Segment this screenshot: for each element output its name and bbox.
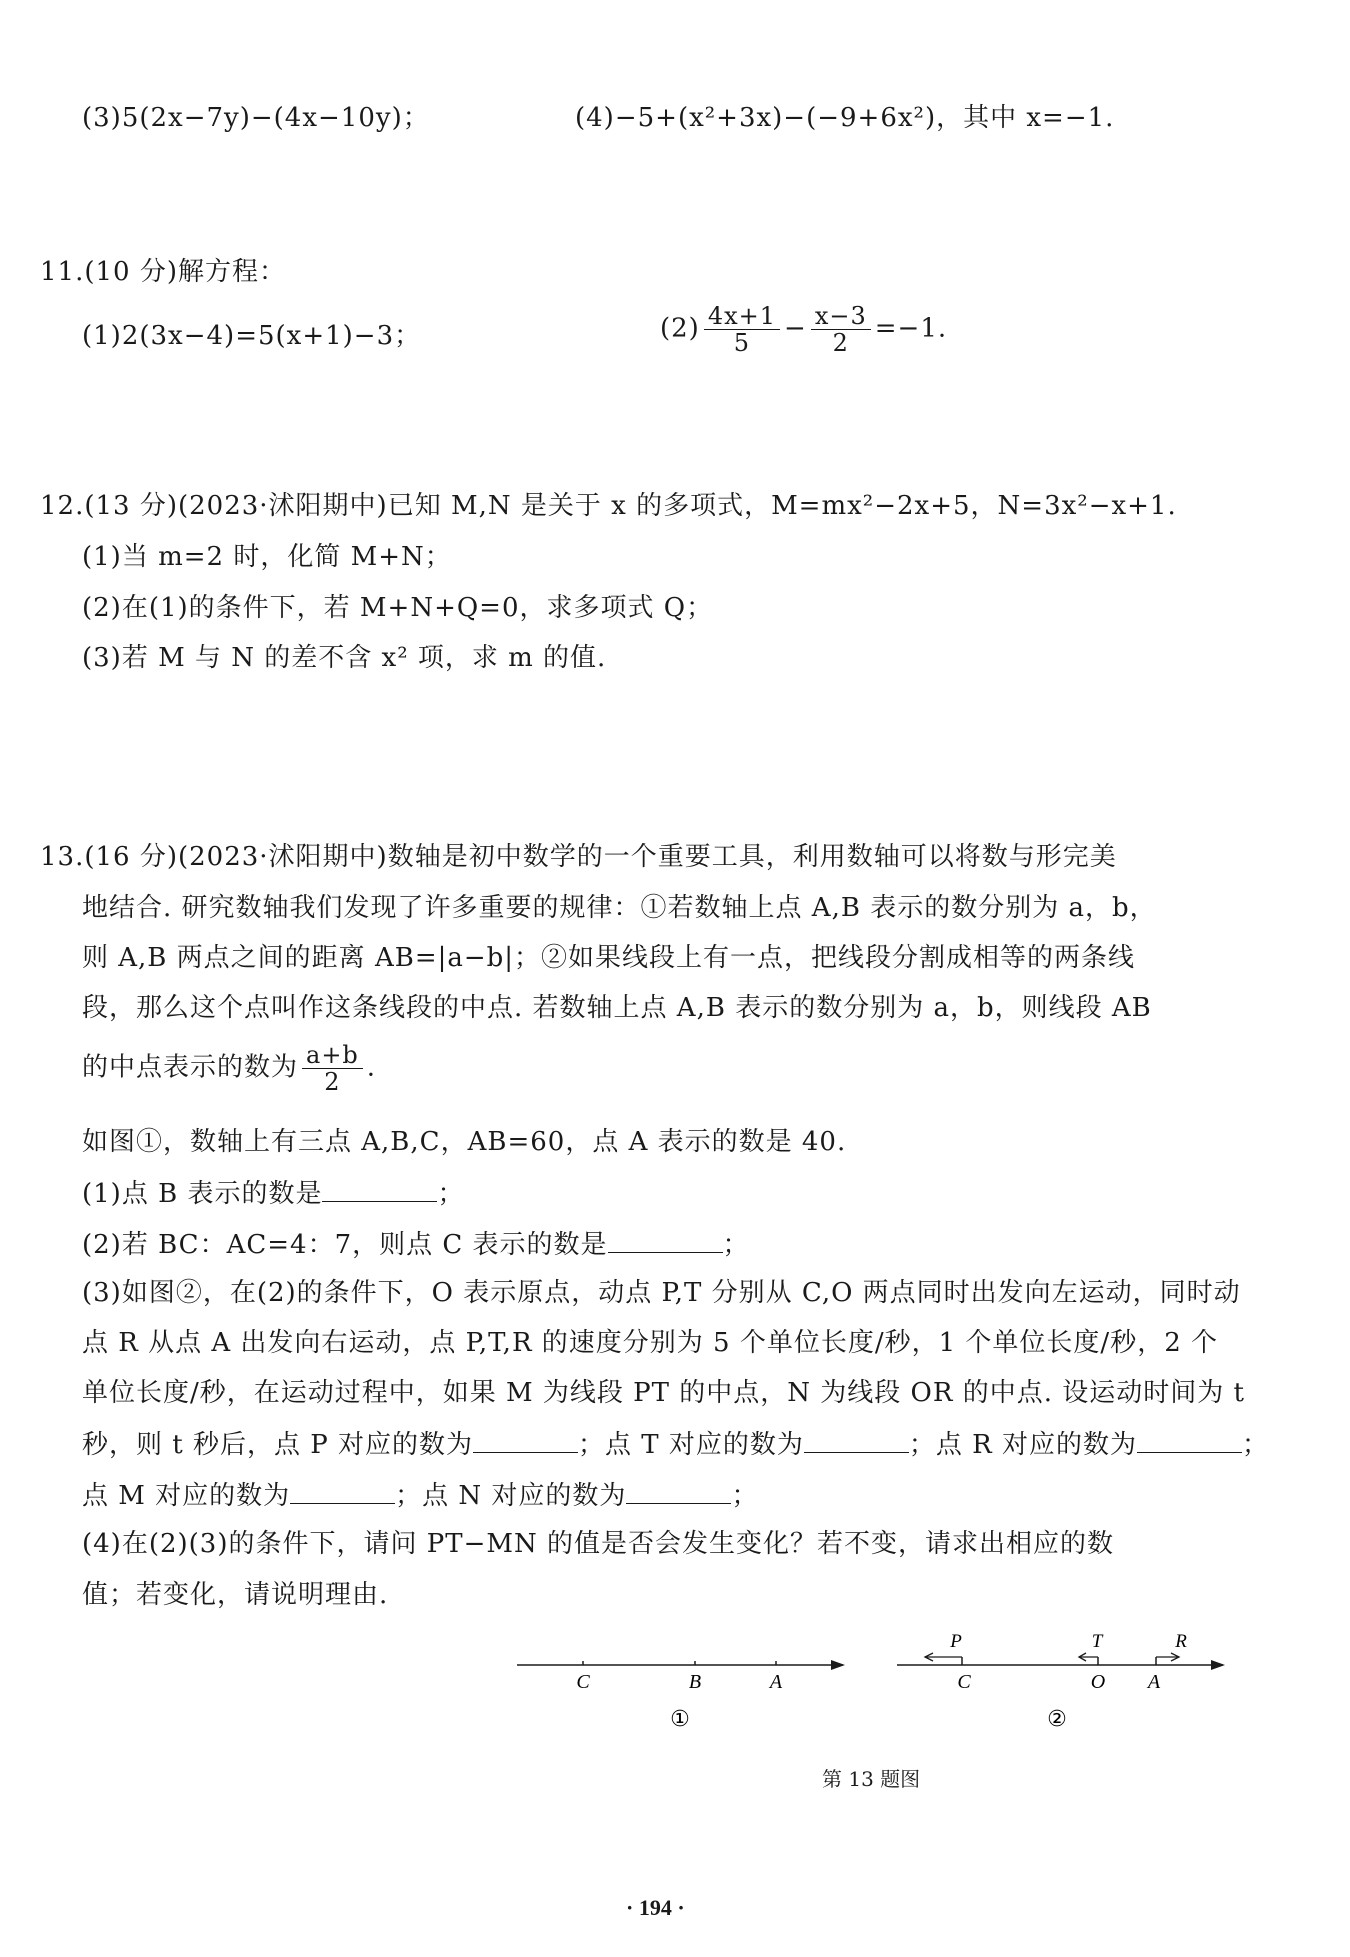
q11-item2-minus: −: [784, 313, 807, 344]
arrowhead-icon: [1211, 1660, 1225, 1670]
answer-blank[interactable]: [290, 1477, 395, 1504]
q13-part3-line5-suffix: ；: [731, 1481, 759, 1511]
q13-part3-line2: 点 R 从点 A 出发向右运动，点 P,T,R 的速度分别为 5 个单位长度/秒，1 个单位长度/秒，2 个: [82, 1328, 1218, 1358]
q13-part3-p-text: 秒，则 t 秒后，点 P 对应的数为: [82, 1430, 474, 1460]
q11-item2-fraction1: [704, 303, 780, 356]
q10-item3: (3)5(2x−7y)−(4x−10y)；: [82, 103, 430, 133]
q11-item2-frac2-numerator: x−3: [811, 303, 871, 330]
q13-part2: [82, 1226, 750, 1262]
q13-line5-suffix: .: [366, 1052, 377, 1083]
q10-item4: (4)−5+(x²+3x)−(−9+6x²)，其中 x=−1.: [575, 103, 1115, 133]
point-label-p: P: [950, 1631, 962, 1652]
q13-line5: [82, 1042, 376, 1095]
q13-line3: 则 A,B 两点之间的距离 AB=|a−b|；②如果线段上有一点，把线段分割成相等的两条线: [82, 943, 1136, 973]
q13-part3-m-text: 点 M 对应的数为: [82, 1481, 291, 1511]
q13-part4-line1: (4)在(2)(3)的条件下，请问 PT−MN 的值是否会发生变化？若不变，请求出相应的数: [82, 1529, 1115, 1559]
answer-blank[interactable]: [626, 1477, 731, 1504]
number-line-figure-2: [885, 1630, 1235, 1750]
q12-heading: 12.(13 分)(2023·沭阳期中)已知 M,N 是关于 x 的多项式，M=mx²−2x+5，N=3x²−x+1.: [40, 491, 1177, 521]
point-label-a: A: [1147, 1671, 1161, 1693]
q13-line6: 如图①，数轴上有三点 A,B,C，AB=60，点 A 表示的数是 40.: [82, 1127, 847, 1157]
q13-part3-line5: [82, 1477, 758, 1513]
number-line-figure-1: [505, 1630, 855, 1750]
midpoint-denominator: 2: [324, 1068, 341, 1096]
q11-item2-frac1-denominator: 5: [733, 329, 751, 357]
q11-item1: (1)2(3x−4)=5(x+1)−3；: [82, 321, 422, 351]
q13-line2: 地结合. 研究数轴我们发现了许多重要的规律：①若数轴上点 A,B 表示的数分别为 a，b，: [82, 893, 1157, 923]
q13-part3-line4: [82, 1426, 1269, 1462]
point-label-o: O: [1090, 1671, 1106, 1693]
q13-part3-line1: (3)如图②，在(2)的条件下，O 表示原点，动点 P,T 分别从 C,O 两点同时出发向左运动，同时动: [82, 1278, 1241, 1308]
point-label-a: A: [769, 1671, 783, 1693]
midpoint-numerator: a+b: [302, 1042, 363, 1069]
figure-1-label: ①: [670, 1707, 690, 1732]
q13-part2-text: (2)若 BC：AC=4：7，则点 C 表示的数是: [82, 1230, 608, 1260]
q13-part1-text: (1)点 B 表示的数是: [82, 1179, 323, 1209]
q11-item2-frac2-denominator: 2: [832, 329, 849, 357]
q13-part3-line3: 单位长度/秒，在运动过程中，如果 M 为线段 PT 的中点，N 为线段 OR 的中点. 设运动时间为 t: [82, 1378, 1245, 1408]
point-label-c: C: [576, 1671, 590, 1693]
arrowhead-icon: [831, 1660, 845, 1670]
q13-part3-line4-suffix: ；: [1242, 1430, 1270, 1460]
q13-line4: 段，那么这个点叫作这条线段的中点. 若数轴上点 A,B 表示的数分别为 a，b，则线段 AB: [82, 993, 1152, 1023]
midpoint-fraction: [302, 1042, 363, 1095]
figure-caption: 第 13 题图: [822, 1767, 921, 1791]
point-label-r: R: [1175, 1631, 1187, 1652]
answer-blank[interactable]: [804, 1426, 909, 1453]
q13-part3-r-text: ；点 R 对应的数为: [908, 1430, 1137, 1460]
point-label-t: T: [1091, 1631, 1103, 1652]
answer-blank[interactable]: [473, 1426, 578, 1453]
q11-heading: 11.(10 分)解方程：: [40, 257, 286, 287]
answer-blank[interactable]: [608, 1226, 723, 1253]
q12-item2: (2)在(1)的条件下，若 M+N+Q=0，求多项式 Q；: [82, 593, 714, 623]
q13-part3-t-text: ；点 T 对应的数为: [578, 1430, 804, 1460]
q13-line5-prefix: 的中点表示的数为: [82, 1052, 299, 1083]
q13-part2-suffix: ；: [722, 1230, 750, 1260]
q13-part4-line2: 值；若变化，请说明理由.: [82, 1580, 389, 1610]
point-label-b: B: [688, 1671, 702, 1693]
answer-blank[interactable]: [1137, 1426, 1242, 1453]
q13-line1: 13.(16 分)(2023·沭阳期中)数轴是初中数学的一个重要工具，利用数轴可以将数与形完美: [40, 842, 1117, 872]
q11-item2: [660, 303, 947, 356]
q12-item3: (3)若 M 与 N 的差不含 x² 项，求 m 的值.: [82, 643, 607, 673]
point-label-c: C: [957, 1671, 971, 1693]
q12-item1: (1)当 m=2 时，化简 M+N；: [82, 542, 452, 572]
q11-item2-suffix: =−1.: [874, 313, 948, 344]
page-number: · 194 ·: [626, 1895, 685, 1920]
answer-blank[interactable]: [322, 1175, 437, 1202]
q13-part1: [82, 1175, 464, 1211]
q11-item2-frac1-numerator: 4x+1: [704, 303, 780, 330]
q13-part1-suffix: ；: [437, 1179, 465, 1209]
q11-item2-prefix: (2): [660, 313, 700, 344]
q13-part3-n-text: ；点 N 对应的数为: [395, 1481, 627, 1511]
figure-2-label: ②: [1047, 1707, 1067, 1732]
q11-item2-fraction2: [811, 303, 871, 356]
